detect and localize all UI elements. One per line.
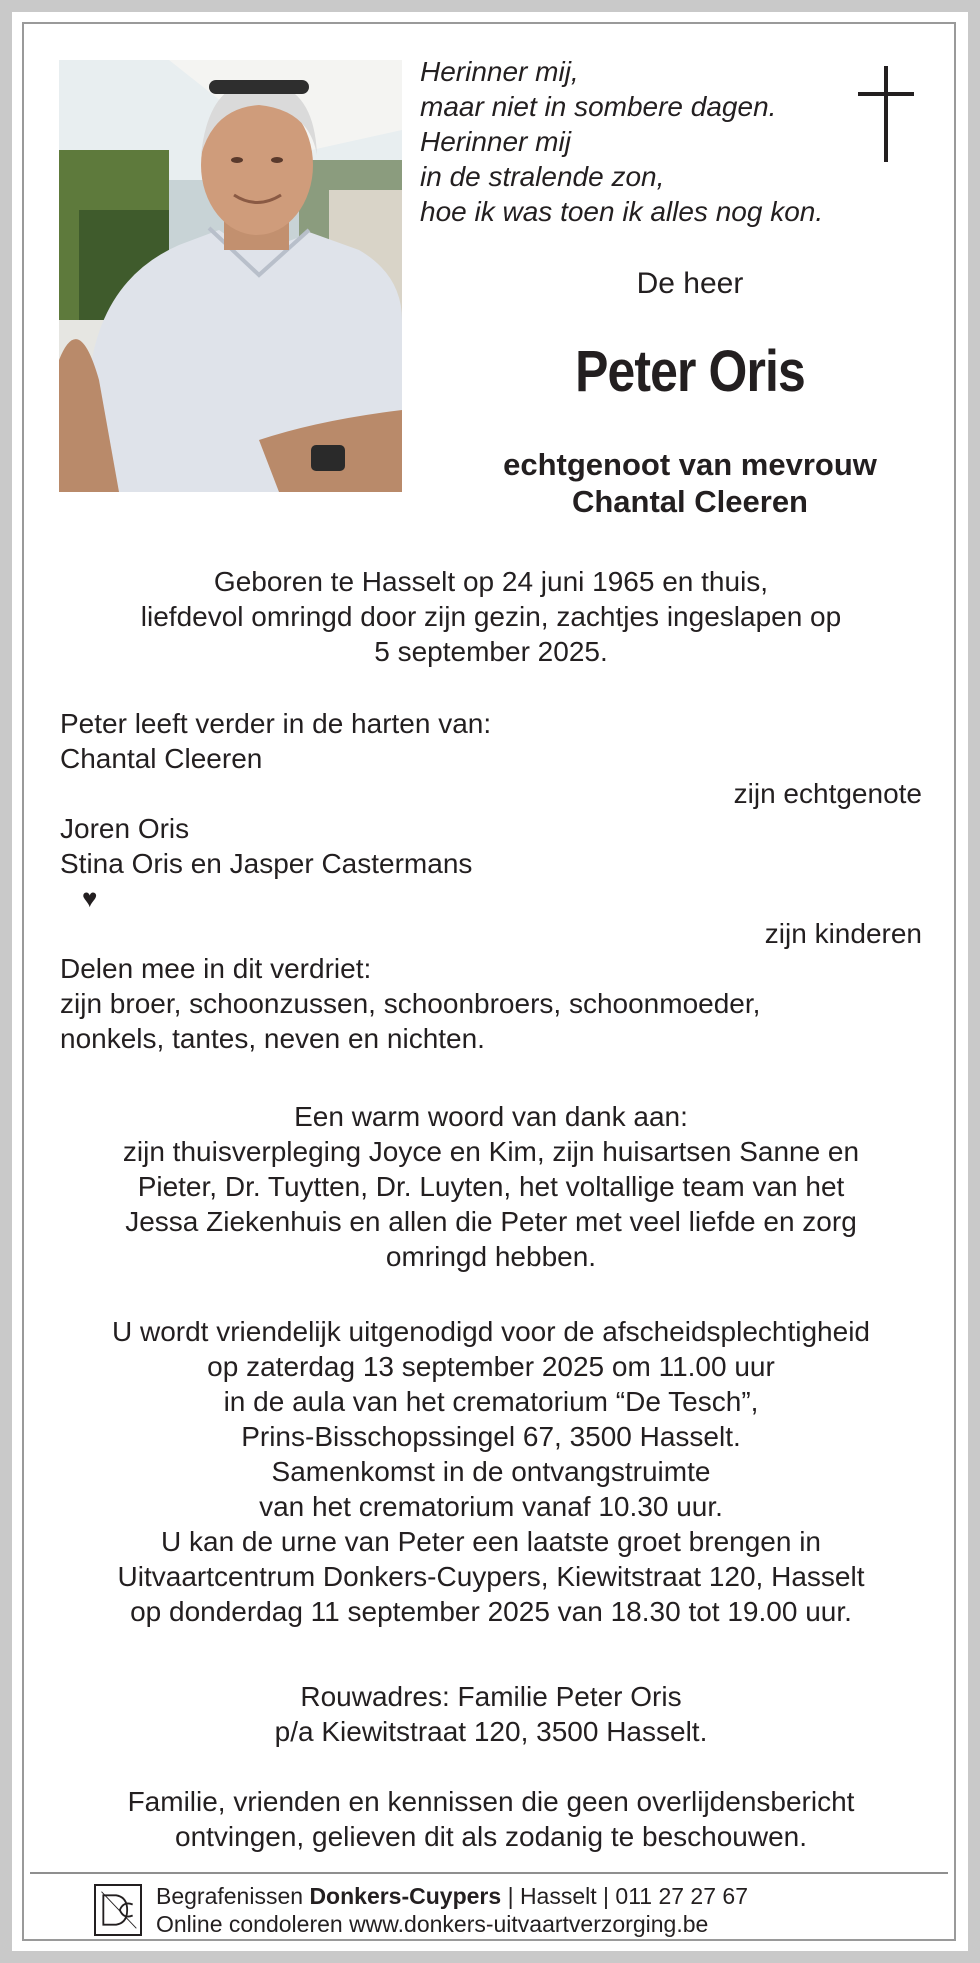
text-line: liefdevol omringd door zijn gezin, zachtjes ingeslapen op — [140, 601, 842, 632]
share-intro: Delen mee in dit verdriet: — [60, 953, 372, 984]
cross-icon — [856, 66, 916, 162]
text-line: Familie, vrienden en kennissen die geen overlijdensbericht — [127, 1786, 855, 1817]
text-line: Prins-Bisschopssingel 67, 3500 Hasselt. — [241, 1421, 741, 1452]
text-line: zijn thuisverpleging Joyce en Kim, zijn huisartsen Sanne en — [122, 1136, 860, 1167]
poem-line: hoe ik was toen ik alles nog kon. — [420, 196, 824, 227]
text-line: op zaterdag 13 september 2025 om 11.00 uur — [207, 1351, 775, 1382]
survivor-role: zijn echtgenote — [733, 778, 922, 809]
company-name: Donkers-Cuypers — [309, 1883, 502, 1909]
heart-icon: ♥ — [82, 883, 98, 913]
text-line: U kan de urne van Peter een laatste groet brengen in — [161, 1526, 821, 1557]
text-line: 5 september 2025. — [374, 636, 608, 667]
text-line: Een warm woord van dank aan: — [294, 1101, 688, 1132]
text-line: Jessa Ziekenhuis en allen die Peter met veel liefde en zorg — [125, 1206, 857, 1237]
survivor-name: Stina Oris en Jasper Castermans — [60, 848, 473, 879]
family-note — [60, 1784, 922, 1854]
text-line: Uitvaartcentrum Donkers-Cuypers, Kiewitstraat 120, Hasselt — [117, 1561, 865, 1592]
card-frame — [22, 22, 956, 1941]
footer-text — [156, 1882, 748, 1938]
text-line: ontvingen, gelieven dit als zodanig te beschouwen. — [175, 1821, 807, 1852]
survivors-section — [60, 706, 922, 1056]
survivor-name: Joren Oris — [60, 813, 190, 844]
poem — [420, 54, 860, 229]
footer-label: Begrafenissen — [156, 1883, 304, 1909]
text-line: Rouwadres: Familie Peter Oris — [300, 1681, 682, 1712]
text-line: zijn broer, schoonzussen, schoonbroers, schoonmoeder, — [60, 988, 761, 1019]
survivor-name: Chantal Cleeren — [60, 743, 263, 774]
text-line: Pieter, Dr. Tuytten, Dr. Luyten, het voltallige team van het — [137, 1171, 845, 1202]
service-section — [60, 1314, 922, 1629]
text-line: in de aula van het crematorium “De Tesch”, — [223, 1386, 759, 1417]
funeral-home-logo-icon — [94, 1884, 142, 1936]
spouse-line — [420, 446, 960, 520]
portrait-photo — [59, 60, 402, 492]
poem-line: in de stralende zon, — [420, 161, 665, 192]
footer-divider — [30, 1872, 948, 1874]
separator: | — [507, 1883, 514, 1909]
text-line: nonkels, tantes, neven en nichten. — [60, 1023, 485, 1054]
text-line: van het crematorium vanaf 10.30 uur. — [259, 1491, 723, 1522]
text-line: omringd hebben. — [385, 1241, 597, 1272]
survivor-role: zijn kinderen — [764, 918, 922, 949]
company-phone: 011 27 27 67 — [615, 1883, 748, 1909]
text-line: p/a Kiewitstraat 120, 3500 Hasselt. — [274, 1716, 708, 1747]
spouse-name: Chantal Cleeren — [571, 484, 808, 519]
text-line: Samenkomst in de ontvangstruimte — [271, 1456, 711, 1487]
text-line: U wordt vriendelijk uitgenodigd voor de afscheidsplechtigheid — [111, 1316, 870, 1347]
poem-line: maar niet in sombere dagen. — [420, 91, 777, 122]
poem-line: Herinner mij — [420, 126, 571, 157]
spouse-relation: echtgenoot van mevrouw — [503, 447, 877, 482]
text-line: Geboren te Hasselt op 24 juni 1965 en thuis, — [213, 566, 769, 597]
survivors-intro: Peter leeft verder in de harten van: — [60, 708, 492, 739]
company-city: Hasselt — [519, 1883, 597, 1909]
thanks-section — [60, 1099, 922, 1274]
footer-line-1 — [156, 1882, 748, 1910]
mourning-address — [60, 1679, 922, 1749]
deceased-name: Peter Oris — [575, 339, 805, 404]
birth-death-text — [60, 564, 922, 669]
text-line: op donderdag 11 september 2025 van 18.30 tot 19.00 uur. — [130, 1596, 852, 1627]
name-prefix: De heer — [636, 267, 744, 300]
footer — [94, 1880, 914, 1940]
poem-line: Herinner mij, — [420, 56, 579, 87]
separator: | — [603, 1883, 610, 1909]
condolence-link[interactable]: Online condoleren www.donkers-uitvaartverzorging.be — [156, 1911, 709, 1937]
